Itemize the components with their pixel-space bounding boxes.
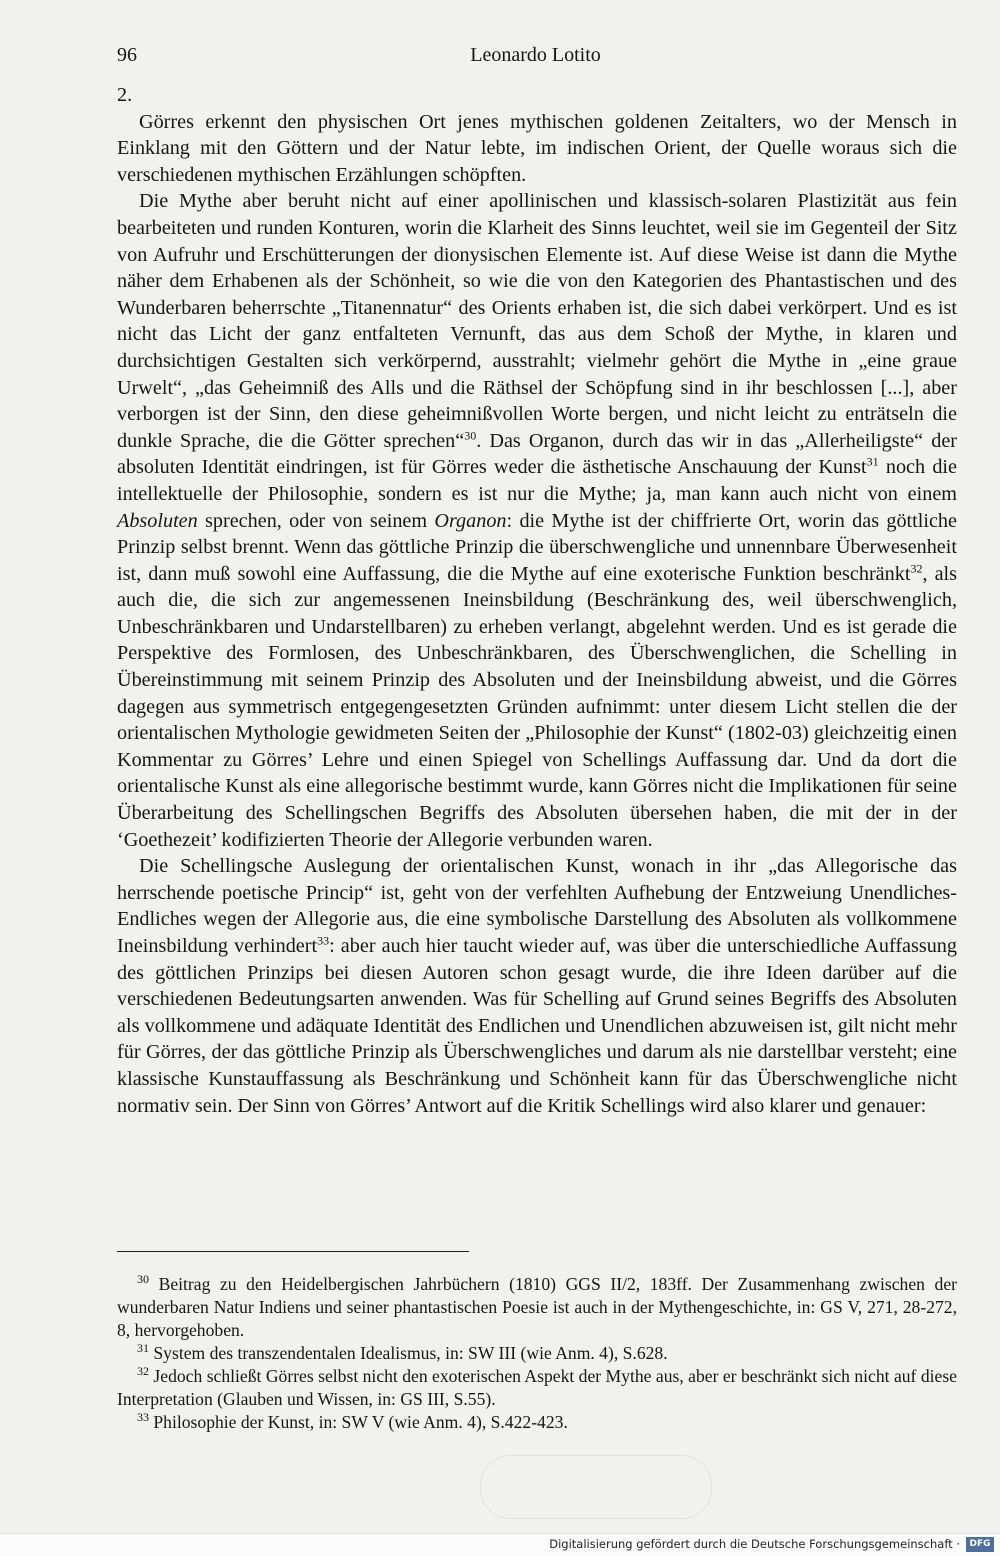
- footnote-separator: [117, 1251, 469, 1252]
- footnote-ref-32[interactable]: 32: [910, 560, 923, 575]
- paragraph-1: Görres erkennt den physischen Ort jenes mythischen goldenen Zeitalters, wo der Mensch in Einklang mit den Göttern und der Natur lebte, im indischen Orient, der Quelle woraus sich die verschiedenen mythischen Erzählungen schöpften.: [117, 110, 957, 186]
- dfg-logo-icon: DFG: [966, 1537, 994, 1552]
- emphasis-organon: Organon: [434, 509, 507, 532]
- main-text: [117, 82, 957, 1119]
- footnote-33: [117, 1411, 957, 1434]
- footnote-number: 32: [137, 1364, 149, 1379]
- footnote-number: 30: [137, 1272, 149, 1287]
- paragraph-3-part-b: : aber auch hier taucht wieder auf, was über die unterschiedliche Auffassung des göttlichen Prinzips bei diesen Autoren schon gesagt wurde, die ihre Ideen darüber auf die verschiedenen Bedeutungsarten anwenden. Was für Schelling auf Grund seines Begriffs des Absoluten als vollkommene und adäquate Identität des Endlichen und Unendlichen abzuweisen ist, gilt nicht mehr für Görres, der das göttliche Prinzip als Überschwengliches und darum als nie darstellbar versteht; eine klassische Kunstauffassung als Beschränkung und Schönheit kann für das Überschwengliche nicht normativ sein. Der Sinn von Görres’ Antwort auf die Kritik Schellings wird also klarer und genauer:: [117, 935, 957, 1117]
- footnote-text: Jedoch schließt Görres selbst nicht den exoterischen Aspekt der Mythe aus, aber er beschränkt sich nicht auf diese Interpretation (Glauben und Wissen, in: GS III, S.55).: [117, 1366, 957, 1409]
- footnote-ref-33[interactable]: 33: [317, 933, 330, 948]
- paragraph-2-part-a: Die Mythe aber beruht nicht auf einer apollinischen und klassisch-solaren Plastizität aus fein bearbeiteten und runden Konturen, worin die Klarheit des Sinns leuchtet, weil sie im Gegenteil der Sitz von Aufruhr und Erschütterungen der dionysischen Elemente ist. Auf diese Weise ist dann die Mythe näher dem Erhabenen als der Schönheit, so wie die von den Kategorien des Phantastischen und des Wunderbaren beherrschte „Titanennatur“ des Orients erhaben ist, die sich dabei verkörpert. Und es ist nicht das Licht der ganz entfalteten Vernunft, das aus dem Schoß der Mythe, in klaren und durchsichtigen Gestalten sich verkörpernd, ausstrahlt; vielmehr gehört die Mythe in „eine graue Urwelt“, „das Geheimniß des Alls und die Räthsel der Schöpfung sind in ihr beschlossen [...], aber verborgen ist der Sinn, den diese geheimnißvollen Worte bergen, und nicht leicht zu enträtseln die dunkle Sprache, die die Götter sprechen“: [117, 190, 957, 452]
- footnote-32: [117, 1365, 957, 1411]
- footnote-number: 33: [137, 1410, 149, 1425]
- paragraph-3-part-a: Die Schellingsche Auslegung der orientalischen Kunst, wonach in ihr „das Allegorische das herrschende poetische Princip“ ist, geht von der verfehlten Aufhebung der Entzweiung Unendliches-Endliches wegen der Allegorie aus, die eine symbolische Darstellung des Absoluten als vollkommene Ineinsbildung verhindert: [117, 855, 957, 957]
- footnote-text: System des transzendentalen Idealismus, in: SW III (wie Anm. 4), S.628.: [149, 1343, 668, 1363]
- footnote-ref-31[interactable]: 31: [866, 454, 879, 469]
- footnote-number: 31: [137, 1341, 149, 1356]
- funding-notice: Digitalisierung gefördert durch die Deutsche Forschungsgemeinschaft ·: [549, 1537, 960, 1551]
- footnote-ref-30[interactable]: 30: [464, 427, 477, 442]
- page-number: 96: [117, 44, 137, 66]
- paragraph-2-part-d: sprechen, oder von seinem: [197, 509, 435, 532]
- footnote-31: [117, 1342, 957, 1365]
- paragraph-2-part-c: noch die intellektuelle der Philosophie, sondern es ist nur die Mythe; ja, man kann auch nicht von einem: [117, 456, 958, 505]
- paragraph-2-part-b: . Das Organon, durch das wir in das „Allerheiligste“ der absoluten Identität eindringen, ist für Görres weder die ästhetische Anschauung der Kunst: [117, 429, 957, 479]
- digitization-footer: [0, 1533, 1000, 1556]
- library-stamp-bleedthrough: [480, 1455, 712, 1519]
- page-header: [117, 44, 954, 70]
- paragraph-2-part-e: : die Mythe ist der chiffrierte Ort, worin das göttliche Prinzip selbst brennt. Wenn das göttliche Prinzip die überschwengliche und unnennbare Überwesenheit ist, dann muß sowohl eine Auffassung, die die Mythe auf eine exoterische Funktion beschränkt: [117, 509, 957, 585]
- footnote-30: [117, 1273, 957, 1342]
- emphasis-absoluten: Absoluten: [117, 509, 198, 532]
- paragraph-2-part-f: , als auch die, die sich zur angemessenen Ineinsbildung (Beschränkung des, weil überschwenglich, Unbeschränkbaren und Undarstellbaren) zu erheben verlangt, abgelehnt werden. Und es ist gerade die Perspektive des Formlosen, des Unbeschränkbaren, des Überschwenglichen, die Schelling in Übereinstimmung mit seinem Prinzip des Absoluten und der Ineinsbildung abweist, und die Görres dagegen aus symmetrisch entgegengesetzten Gründen aufnimmt: unter diesem Licht stellen die der orientalischen Mythologie gewidmeten Seiten der „Philosophie der Kunst“ (1802-03) gleichzeitig einen Kommentar zu Görres’ Lehre und einen Spiegel von Schellings Auffassung dar. Und da dort die orientalische Kunst als eine allegorische bestimmt wurde, kann Görres nicht die Implikationen für seine Überarbeitung des Schellingschen Begriffs des Absoluten übersehen haben, die mit der in der ‘Goethezeit’ kodifizierten Theorie der Allegorie verbunden waren.: [117, 562, 957, 851]
- footnote-text: Beitrag zu den Heidelbergischen Jahrbüchern (1810) GGS II/2, 183ff. Der Zusammenhang zwischen der wunderbaren Natur Indiens und seiner phantastischen Poesie ist auch in der Mythengeschichte, in: GS V, 271, 28-272, 8, hervorgehoben.: [117, 1274, 957, 1340]
- footnote-text: Philosophie der Kunst, in: SW V (wie Anm. 4), S.422-423.: [149, 1412, 568, 1432]
- running-head: Leonardo Lotito: [470, 44, 601, 66]
- section-number: 2.: [117, 84, 133, 106]
- paragraph-2: [117, 188, 957, 853]
- paragraph-3: [117, 853, 957, 1119]
- footnotes: [117, 1273, 957, 1434]
